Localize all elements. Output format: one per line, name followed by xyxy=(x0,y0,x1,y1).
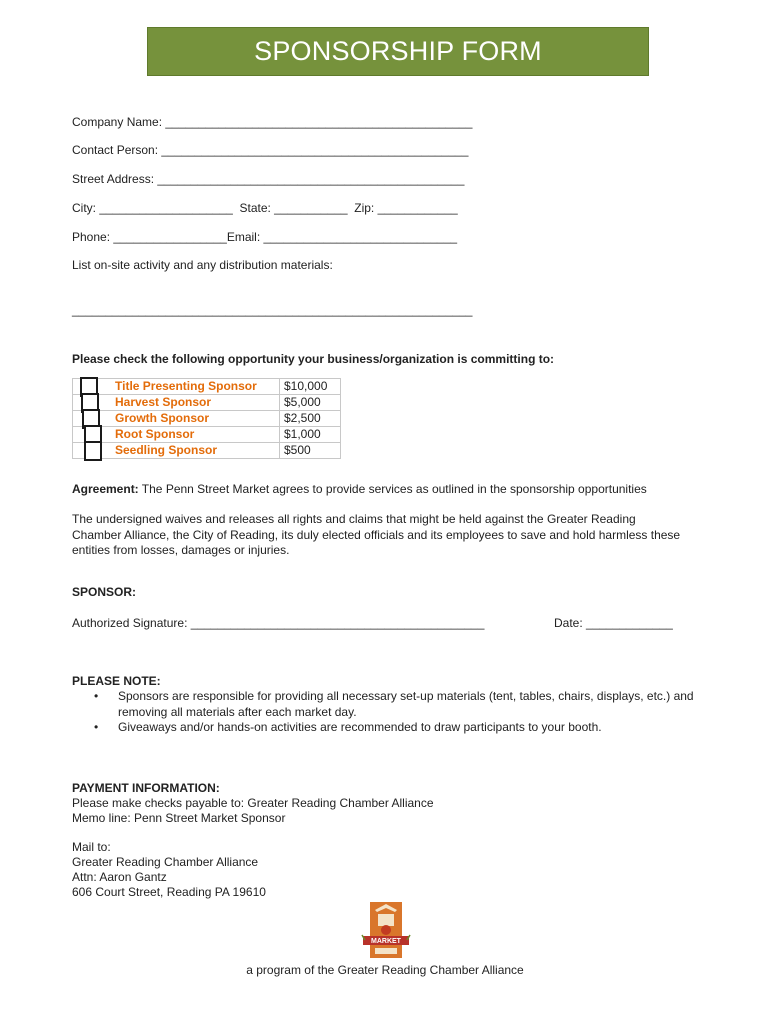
logo-text: MARKET xyxy=(371,938,401,945)
sponsor-level-name: Root Sponsor xyxy=(73,427,280,443)
logo-subbanner xyxy=(375,948,397,954)
waiver-text: The undersigned waives and releases all rights and claims that might be held against the Greater Reading Chamber Alliance, the City of Reading, its duly elected officials and its employees to save and hold harmless these entities from losses, damages or injuries. xyxy=(72,512,681,557)
opportunity-heading: Please check the following opportunity your business/organization is committing to: xyxy=(72,352,555,366)
mail-attn: Attn: Aaron Gantz xyxy=(72,870,167,884)
sponsor-level-name: Growth Sponsor xyxy=(73,411,280,427)
payment-heading: PAYMENT INFORMATION: xyxy=(72,781,220,795)
sponsor-level-name: Harvest Sponsor xyxy=(73,395,280,411)
footer-text: a program of the Greater Reading Chamber Alliance xyxy=(246,963,524,977)
memo-text: Memo line: Penn Street Market Sponsor xyxy=(72,811,286,825)
market-logo xyxy=(361,900,411,962)
mail-org: Greater Reading Chamber Alliance xyxy=(72,855,259,869)
phone-email-field[interactable]: Phone: _________________Email: _____________________________ xyxy=(72,230,458,244)
note-heading: PLEASE NOTE: xyxy=(72,674,161,688)
agreement-label: Agreement: xyxy=(72,482,139,496)
table-row xyxy=(73,379,341,395)
checkbox-seedling[interactable] xyxy=(84,441,102,461)
sponsor-level-price: $1,000 xyxy=(280,427,341,443)
sponsor-level-name: Seedling Sponsor xyxy=(73,443,280,459)
table-row xyxy=(73,395,341,411)
note-text: Giveaways and/or hands-on activities are recommended to draw participants to your booth. xyxy=(118,720,602,734)
city-state-zip-field[interactable]: City: ____________________ State: ___________ Zip: ____________ xyxy=(72,201,458,215)
sponsor-heading: SPONSOR: xyxy=(72,585,137,599)
date-field[interactable]: Date: _____________ xyxy=(554,616,673,630)
sponsorship-table xyxy=(72,378,341,459)
sponsor-level-price: $500 xyxy=(280,443,341,459)
activity-input-line[interactable]: ____________________________________________________________ xyxy=(72,303,473,317)
sponsor-level-price: $2,500 xyxy=(280,411,341,427)
form-title: SPONSORSHIP FORM xyxy=(254,36,542,66)
agreement-body: The Penn Street Market agrees to provide services as outlined in the sponsorship opportunities xyxy=(138,482,647,496)
logo-wheel-icon xyxy=(381,925,391,935)
table-row xyxy=(73,443,341,459)
sponsor-level-name: Title Presenting Sponsor xyxy=(73,379,280,395)
list-item: • Giveaways and/or hands-on activities are recommended to draw participants to your booth. xyxy=(94,720,602,734)
contact-person-field[interactable]: Contact Person: ______________________________________________ xyxy=(72,143,469,157)
notes-list xyxy=(72,689,712,736)
activity-label: List on-site activity and any distribution materials: xyxy=(72,258,333,272)
sponsor-level-price: $5,000 xyxy=(280,395,341,411)
sponsor-level-price: $10,000 xyxy=(280,379,341,395)
street-address-field[interactable]: Street Address: ______________________________________________ xyxy=(72,172,465,186)
agreement-text xyxy=(72,482,692,498)
note-text: Sponsors are responsible for providing all necessary set-up materials (tent, tables, chairs, displays, etc.) and removing all materials after each market day. xyxy=(118,689,694,719)
title-banner xyxy=(147,27,649,76)
logo-stall-icon xyxy=(378,914,394,926)
table-row xyxy=(73,427,341,443)
payable-text: Please make checks payable to: Greater Reading Chamber Alliance xyxy=(72,796,434,810)
signature-field[interactable]: Authorized Signature: ____________________________________________ xyxy=(72,616,485,630)
mail-to-label: Mail to: xyxy=(72,840,111,854)
list-item: • Sponsors are responsible for providing all necessary set-up materials (tent, tables, chairs, displays, etc.) and removing all materials after each market day. xyxy=(94,689,694,719)
company-name-field[interactable]: Company Name: ______________________________________________ xyxy=(72,115,473,129)
mail-address: 606 Court Street, Reading PA 19610 xyxy=(72,885,266,899)
table-row xyxy=(73,411,341,427)
